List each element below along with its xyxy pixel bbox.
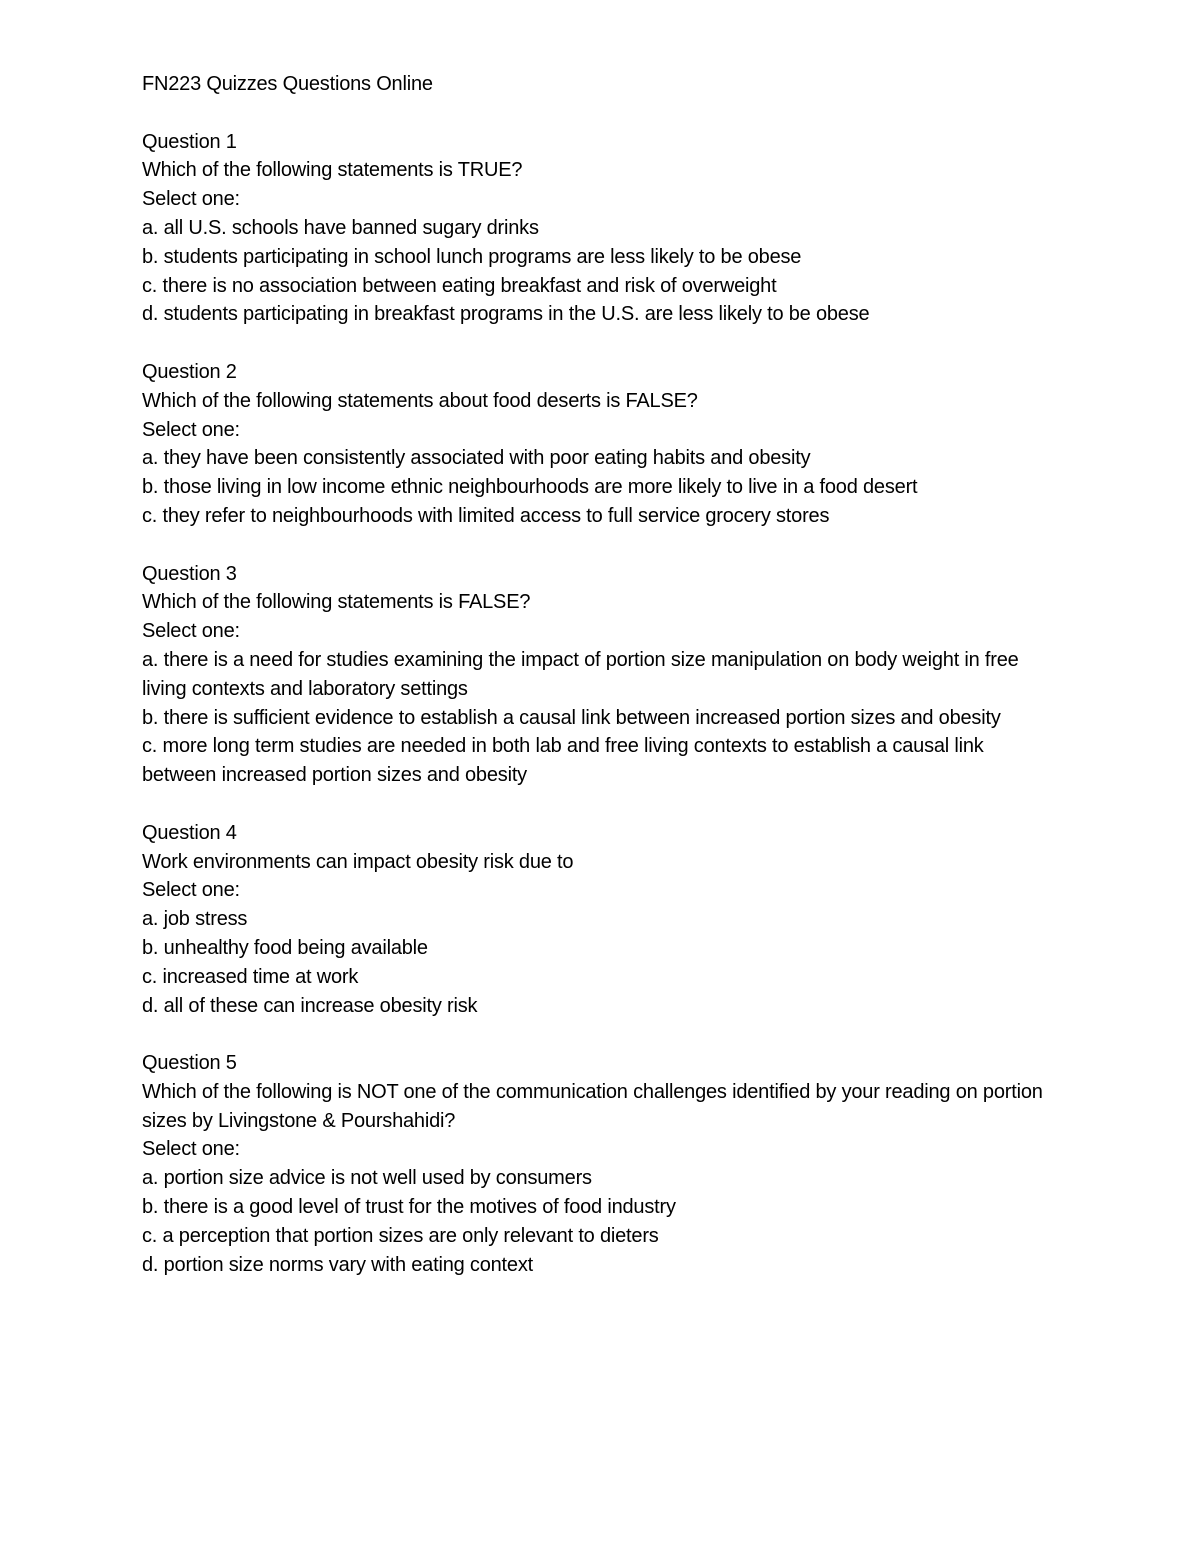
answer-option: c. there is no association between eating breakfast and risk of overweight xyxy=(142,274,777,297)
question-heading: Question 4 xyxy=(142,821,237,844)
question-prompt: Which of the following statements is TRUE? xyxy=(142,159,523,182)
question-prompt: Which of the following is NOT one of the communication challenges identified by your reading on portion sizes by Livingstone & Pourshahidi? xyxy=(142,1080,1043,1132)
select-one-label: Select one: xyxy=(142,879,240,902)
answer-option: a. all U.S. schools have banned sugary drinks xyxy=(142,216,539,239)
answer-option: c. they refer to neighbourhoods with limited access to full service grocery stores xyxy=(142,504,830,527)
question-block xyxy=(142,358,1062,531)
answer-option: b. unhealthy food being available xyxy=(142,936,428,959)
document-title: FN223 Quizzes Questions Online xyxy=(142,73,433,95)
question-block xyxy=(142,560,1062,790)
answer-option: d. all of these can increase obesity risk xyxy=(142,994,478,1017)
question-prompt: Which of the following statements about food deserts is FALSE? xyxy=(142,389,698,412)
select-one-label: Select one: xyxy=(142,1138,240,1161)
answer-option: b. students participating in school lunch programs are less likely to be obese xyxy=(142,245,802,268)
answer-option: a. portion size advice is not well used by consumers xyxy=(142,1167,592,1190)
answer-option: b. there is sufficient evidence to establish a causal link between increased portion sizes and obesity xyxy=(142,706,1001,729)
answer-option: c. a perception that portion sizes are only relevant to dieters xyxy=(142,1224,659,1247)
question-heading: Question 3 xyxy=(142,562,237,585)
answer-option: c. more long term studies are needed in both lab and free living contexts to establish a causal link between increased portion sizes and obesity xyxy=(142,735,984,787)
document-body xyxy=(142,70,1062,1308)
question-block xyxy=(142,128,1062,330)
question-heading: Question 2 xyxy=(142,360,237,383)
answer-option: d. students participating in breakfast programs in the U.S. are less likely to be obese xyxy=(142,303,870,326)
answer-option: a. there is a need for studies examining the impact of portion size manipulation on body weight in free living contexts and laboratory settings xyxy=(142,648,1019,700)
select-one-label: Select one: xyxy=(142,620,240,643)
answer-option: c. increased time at work xyxy=(142,965,359,988)
question-heading: Question 5 xyxy=(142,1052,237,1075)
question-prompt: Which of the following statements is FALSE? xyxy=(142,591,531,614)
question-prompt: Work environments can impact obesity risk due to xyxy=(142,850,574,873)
answer-option: b. there is a good level of trust for the motives of food industry xyxy=(142,1196,676,1219)
question-block xyxy=(142,1049,1062,1279)
select-one-label: Select one: xyxy=(142,418,240,441)
answer-option: a. they have been consistently associated with poor eating habits and obesity xyxy=(142,447,811,470)
answer-option: b. those living in low income ethnic neighbourhoods are more likely to live in a food desert xyxy=(142,476,918,499)
select-one-label: Select one: xyxy=(142,188,240,211)
question-heading: Question 1 xyxy=(142,130,237,153)
answer-option: a. job stress xyxy=(142,908,248,931)
answer-option: d. portion size norms vary with eating context xyxy=(142,1253,533,1276)
question-block xyxy=(142,819,1062,1021)
